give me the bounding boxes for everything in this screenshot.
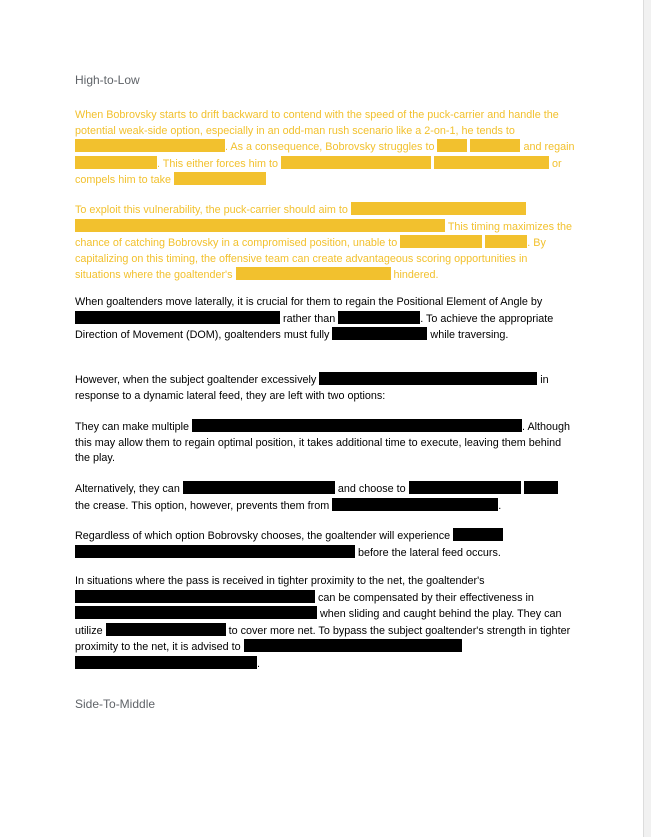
redaction-block xyxy=(434,156,549,169)
paragraph-exploit-vulnerability xyxy=(75,202,575,284)
p1-text-b: . As a consequence, Bobrovsky struggles to xyxy=(225,141,435,154)
redaction-block xyxy=(332,498,498,511)
redaction-block xyxy=(183,481,335,494)
p3-text-c: . To achieve the appropriate Direction of Movement (DOM), goaltenders must fully xyxy=(75,312,554,342)
redaction-block xyxy=(470,139,520,152)
redaction-block xyxy=(453,528,503,541)
redaction-block xyxy=(409,481,521,494)
p7-text-b: before the lateral feed occurs. xyxy=(358,546,501,559)
redaction-block xyxy=(236,267,391,280)
p3-text-d: while traversing. xyxy=(430,329,509,342)
redaction-block xyxy=(192,419,522,432)
p2-text-a: To exploit this vulnerability, the puck-carrier should aim to xyxy=(75,204,348,216)
redaction-block xyxy=(338,311,420,324)
section-heading-high-to-low: High-to-Low xyxy=(75,73,140,87)
p4-text-a: However, when the subject goaltender excessively xyxy=(75,374,317,386)
p2-text-d: hindered. xyxy=(393,269,439,282)
scrollbar-track[interactable] xyxy=(643,0,651,837)
paragraph-lateral-movement xyxy=(75,295,575,344)
redaction-block xyxy=(174,172,266,185)
p8-text-a: In situations where the pass is received in tighter proximity to the net, the goaltender's xyxy=(75,575,485,587)
p8-text-b: can be compensated by their effectiveness in xyxy=(318,591,534,604)
redaction-block xyxy=(281,156,431,169)
p6-text-b: and choose to xyxy=(337,483,406,495)
redaction-block xyxy=(106,623,226,636)
p4-text-b: in response to a dynamic lateral feed, they are left with two options: xyxy=(75,374,549,402)
section-heading-side-to-middle: Side-To-Middle xyxy=(75,697,156,711)
p5-text-a: They can make multiple xyxy=(75,421,190,433)
redaction-block xyxy=(524,481,558,494)
p1-text-a: When Bobrovsky starts to drift backward to contend with the speed of the puck-carrier and handle the potential weak-side option, especially in an odd-man rush scenario like a 2-on-1, he tends to xyxy=(75,109,559,137)
redaction-block xyxy=(485,235,527,248)
paragraph-option-one xyxy=(75,419,575,467)
redaction-block xyxy=(75,606,317,619)
redaction-block xyxy=(75,156,157,169)
p8-text-e: . xyxy=(257,657,260,670)
redaction-block xyxy=(244,639,462,652)
redaction-block xyxy=(319,372,537,385)
redaction-block xyxy=(400,235,482,248)
paragraph-excessive-response xyxy=(75,372,575,404)
redaction-block xyxy=(332,327,427,340)
p1-text-e: or compels him to take xyxy=(75,157,562,187)
p7-text-a: Regardless of which option Bobrovsky chooses, the goaltender will experience xyxy=(75,530,451,542)
p3-text-a: When goaltenders move laterally, it is crucial for them to regain the Positional Element of Angle by xyxy=(75,296,543,308)
p1-text-d: . This either forces him to xyxy=(157,157,279,170)
redaction-block xyxy=(351,202,526,215)
redaction-block xyxy=(75,545,355,558)
redaction-block xyxy=(75,219,445,232)
paragraph-regardless-option xyxy=(75,528,575,561)
redaction-block xyxy=(75,311,280,324)
p6-text-a: Alternatively, they can xyxy=(75,483,180,495)
redaction-block xyxy=(75,656,257,669)
p5-text-c: Although this may allow them to regain optimal position, it takes additional time to execute, leaving them behind the play. xyxy=(75,421,571,465)
paragraph-drift-backward xyxy=(75,108,575,189)
p8-text-d: to cover more net. To bypass the subject goaltender's strength in tighter proximity to the net, it is advised to xyxy=(75,624,571,654)
p8-text-c: when sliding and caught behind the play. They can utilize xyxy=(75,608,562,637)
p2-text-c: . By capitalizing on this timing, the offensive team can create advantageous scoring opportunities in situations where the goaltender's xyxy=(75,237,546,282)
redaction-block xyxy=(437,139,467,152)
p2-text-b: This timing maximizes the chance of catching Bobrovsky in a compromised position, unable to xyxy=(75,220,573,250)
redaction-block xyxy=(75,590,315,603)
p1-text-c: and regain xyxy=(523,141,575,154)
p6-text-c: the crease. This option, however, prevents them from xyxy=(75,499,330,512)
p5-text-b: . xyxy=(522,421,526,433)
p3-text-b: rather than xyxy=(283,312,336,325)
redaction-block xyxy=(75,139,225,152)
paragraph-tighter-proximity xyxy=(75,574,575,673)
paragraph-option-two xyxy=(75,481,575,514)
p6-text-d: . xyxy=(498,499,502,512)
